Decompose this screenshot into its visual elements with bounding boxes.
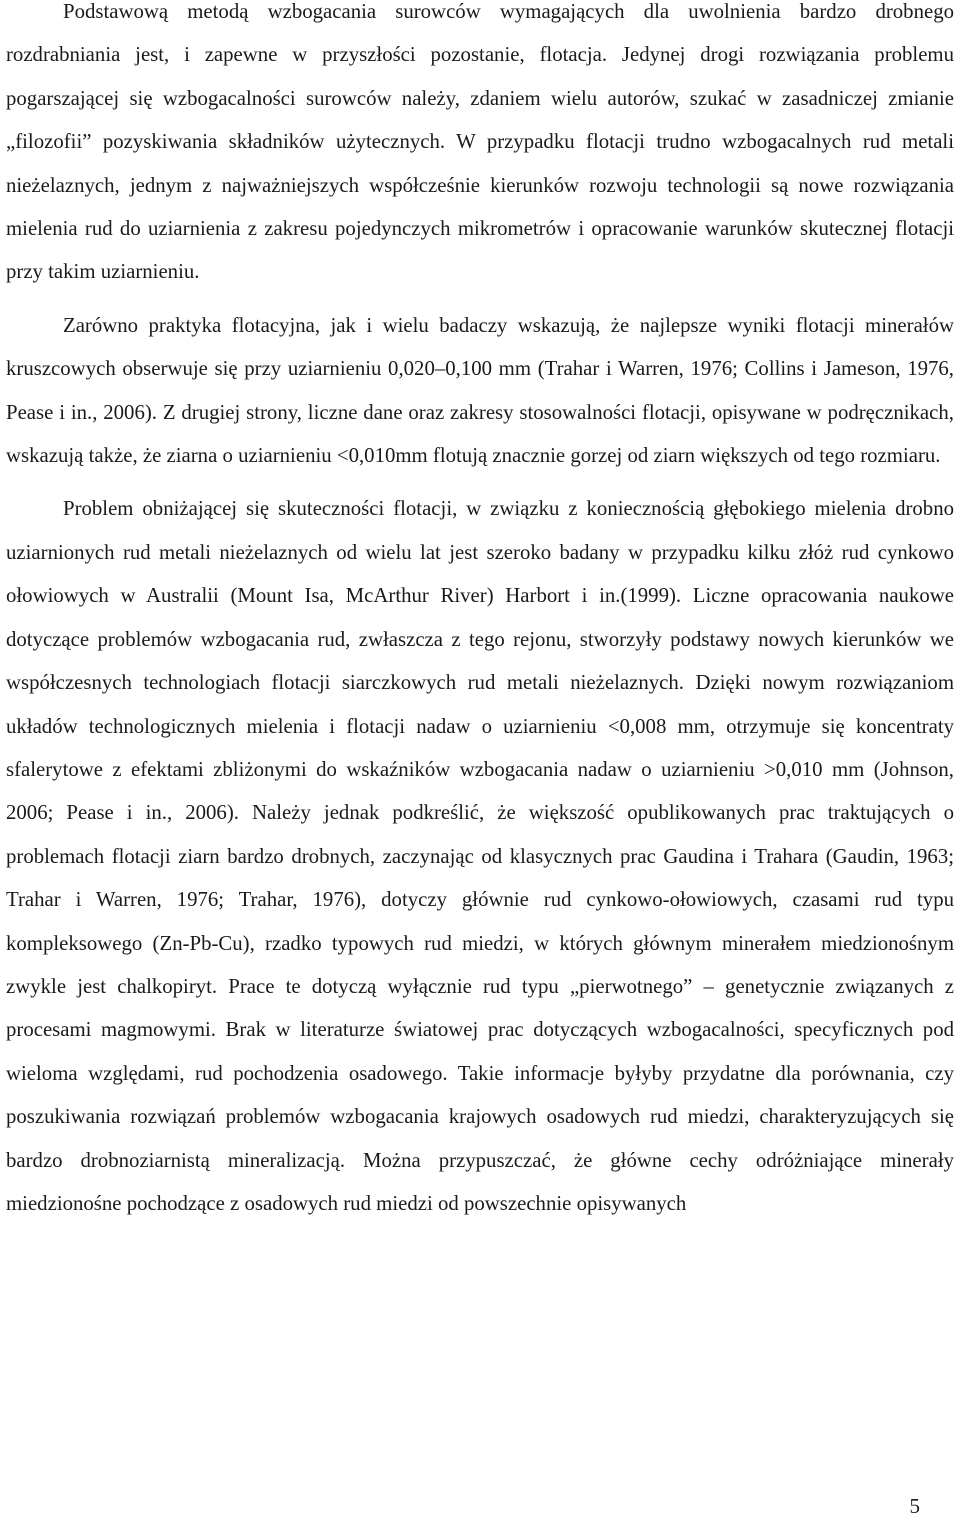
paragraph-2: Zarówno praktyka flotacyjna, jak i wielu badaczy wskazują, że najlepsze wyniki flotacji minerałów kruszcowych obserwuje się przy uziarnieniu 0,020–0,100 mm (Trahar i Warren, 1976; Collins i Jameson, 1976, Pease i in., 2006). Z drugiej strony, liczne dane oraz zakresy stosowalności flotacji, opisywane w podręcznikach, wskazują także, że ziarna o uziarnieniu <0,010mm flotują znacznie gorzej od ziarn większych od tego rozmiaru. <box>6 313 954 468</box>
body-text <box>6 0 954 1235</box>
page-number: 5 <box>909 1494 920 1518</box>
paragraph-3: Problem obniżającej się skuteczności flotacji, w związku z koniecznością głębokiego mielenia drobno uziarnionych rud metali nieżelaznych od wielu lat jest szeroko badany w przypadku kilku złóż rud cynkowo ołowiowych w Australii (Mount Isa, McArthur River) Harbort i in.(1999). Liczne opracowania naukowe dotyczące problemów wzbogacania rud, zwłaszcza z tego rejonu, stworzyły podstawy nowych kierunków we współczesnych technologiach flotacji siarczkowych rud metali nieżelaznych. Dzięki nowym rozwiązaniom układów technologicznych mielenia i flotacji nadaw o uziarnieniu <0,008 mm, otrzymuje się koncentraty sfalerytowe z efektami zbliżonymi do wskaźników wzbogacania nadaw o uziarnieniu >0,010 mm (Johnson, 2006; Pease i in., 2006). Należy jednak podkreślić, że większość opublikowanych prac traktujących o problemach flotacji ziarn bardzo drobnych, zaczynając od klasycznych prac Gaudina i Trahara (Gaudin, 1963; Trahar i Warren, 1976; Trahar, 1976), dotyczy głównie rud cynkowo-ołowiowych, czasami rud typu kompleksowego (Zn-Pb-Cu), rzadko typowych rud miedzi, w których głównym minerałem miedzionośnym zwykle jest chalkopiryt. Prace te dotyczą wyłącznie rud typu „pierwotnego” – genetycznie związanych z procesami magmowymi. Brak w literaturze światowej prac dotyczących wzbogacalności, specyficznych pod wieloma względami, rud pochodzenia osadowego. Takie informacje byłyby przydatne dla porównania, czy poszukiwania rozwiązań problemów wzbogacania krajowych osadowych rud miedzi, charakteryzujących się bardzo drobnoziarnistą mineralizacją. Można przypuszczać, że główne cechy odróżniające minerały miedzionośne pochodzące z osadowych rud miedzi od powszechnie opisywanych <box>6 497 954 1215</box>
paragraph-1: Podstawową metodą wzbogacania surowców wymagających dla uwolnienia bardzo drobnego rozdrabniania jest, i zapewne w przyszłości pozostanie, flotacja. Jedynej drogi rozwiązania problemu pogarszającej się wzbogacalności surowców należy, zdaniem wielu autorów, szukać w zasadniczej zmianie „filozofii” pozyskiwania składników użytecznych. W przypadku flotacji trudno wzbogacalnych rud metali nieżelaznych, jednym z najważniejszych współcześnie kierunków rozwoju technologii są nowe rozwiązania mielenia rud do uziarnienia z zakresu pojedynczych mikrometrów i opracowanie warunków skutecznej flotacji przy takim uziarnieniu. <box>6 0 954 284</box>
